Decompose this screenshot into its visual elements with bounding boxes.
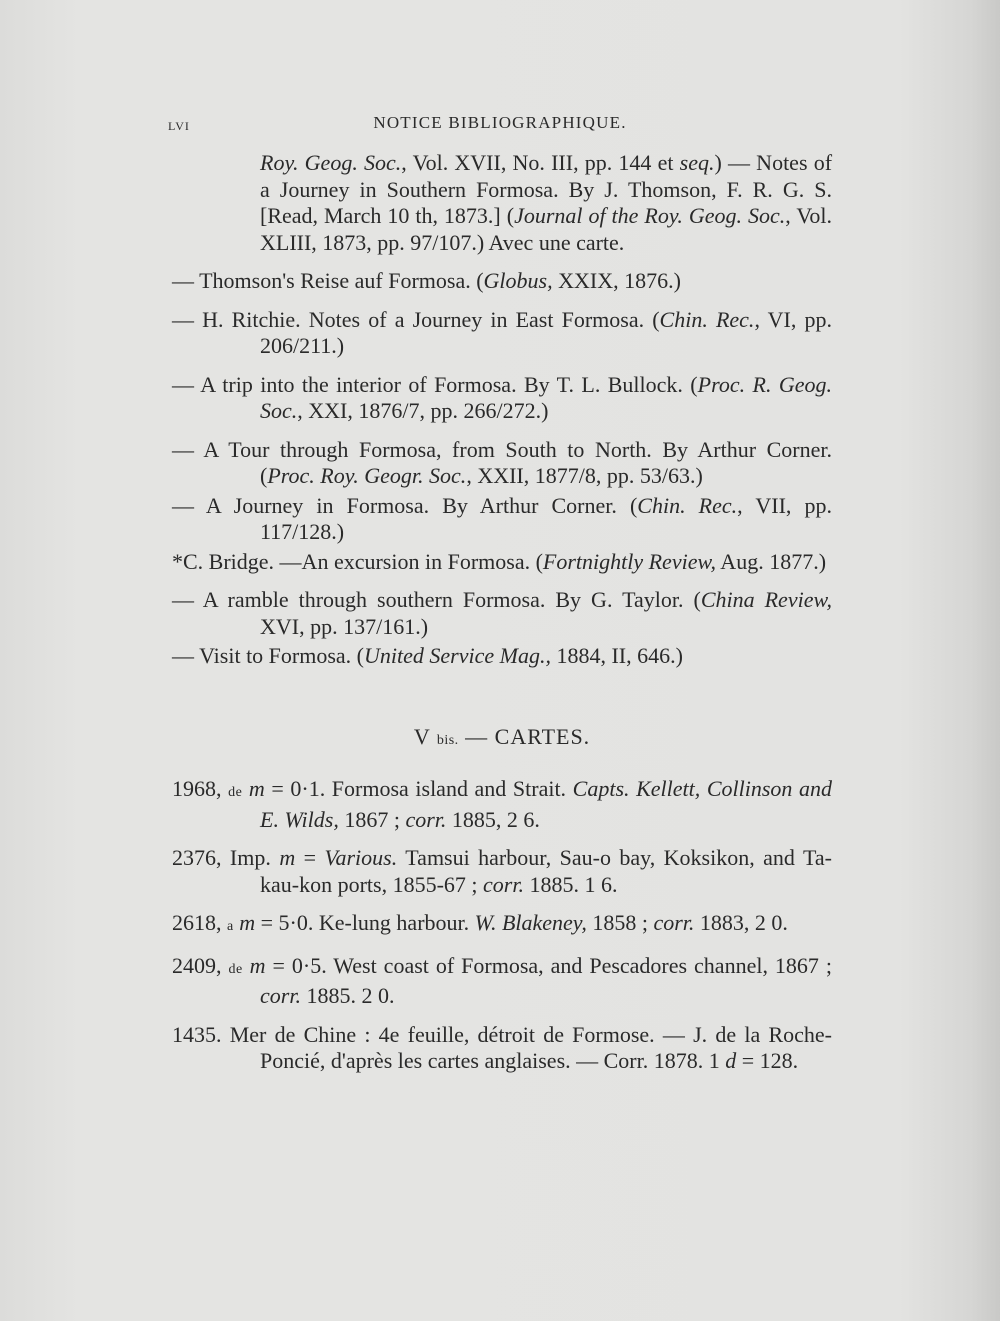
- map-entry: 2409, de m = 0·5. West coast of Formosa, and Pescadores channel, 1867 ; corr. 1885. 2 0.: [172, 952, 832, 1008]
- map-entry: 1435. Mer de Chine : 4e feuille, détroit de Formose. — J. de la Roche-Poncié, d'après les cartes anglaises. — Corr. 1878. 1 d = 128.: [172, 1021, 832, 1073]
- bibliography-entry: — A Journey in Formosa. By Arthur Corner. (Chin. Rec., VII, pp. 117/128.): [172, 492, 832, 544]
- bibliography-entry: Roy. Geog. Soc., Vol. XVII, No. III, pp. 144 et seq.) — Notes of a Journey in Southern Formosa. By J. Thomson, F. R. G. S. [Read, March 10 th, 1873.] (Journal of the Roy. Geog. Soc., Vol. XLIII, 1873, pp. 97/107.) Avec une carte.: [260, 150, 833, 255]
- map-entry: 2618, a m = 5·0. Ke-lung harbour. W. Blakeney, 1858 ; corr. 1883, 2 0.: [172, 910, 788, 935]
- bibliography-entry: — Visit to Formosa. (United Service Mag., 1884, II, 646.): [172, 643, 683, 668]
- bibliography-entry: — H. Ritchie. Notes of a Journey in East Formosa. (Chin. Rec., VI, pp. 206/211.): [172, 306, 832, 358]
- running-head: [0, 113, 1000, 137]
- running-title: NOTICE BIBLIOGRAPHIQUE.: [373, 113, 627, 132]
- bibliography-entry: — A Tour through Formosa, from South to North. By Arthur Corner. (Proc. Roy. Geogr. Soc., XXII, 1877/8, pp. 53/63.): [172, 436, 832, 488]
- bibliography-entry: — A trip into the interior of Formosa. By T. L. Bullock. (Proc. R. Geog. Soc., XXI, 1876/7, pp. 266/272.): [172, 371, 833, 423]
- map-entry: 2376, Imp. m = Various. Tamsui harbour, Sau-o bay, Koksikon, and Ta-kau-kon ports, 1855-67 ; corr. 1885. 1 6.: [172, 845, 832, 897]
- bibliography-entry: — A ramble through southern Formosa. By G. Taylor. (China Review, XVI, pp. 137/161.): [172, 587, 833, 639]
- section-heading: V bis. — CARTES.: [413, 723, 591, 749]
- body-text: [172, 150, 832, 1075]
- map-entry: 1968, de m = 0·1. Formosa island and Strait. Capts. Kellett, Collinson and E. Wilds, 1867 ; corr. 1885, 2 6.: [172, 776, 833, 832]
- bibliography-entry: — Thomson's Reise auf Formosa. (Globus, XXIX, 1876.): [172, 268, 681, 293]
- bibliography-entry: *C. Bridge. —An excursion in Formosa. (Fortnightly Review, Aug. 1877.): [172, 548, 827, 574]
- page-folio: LVI: [168, 119, 190, 133]
